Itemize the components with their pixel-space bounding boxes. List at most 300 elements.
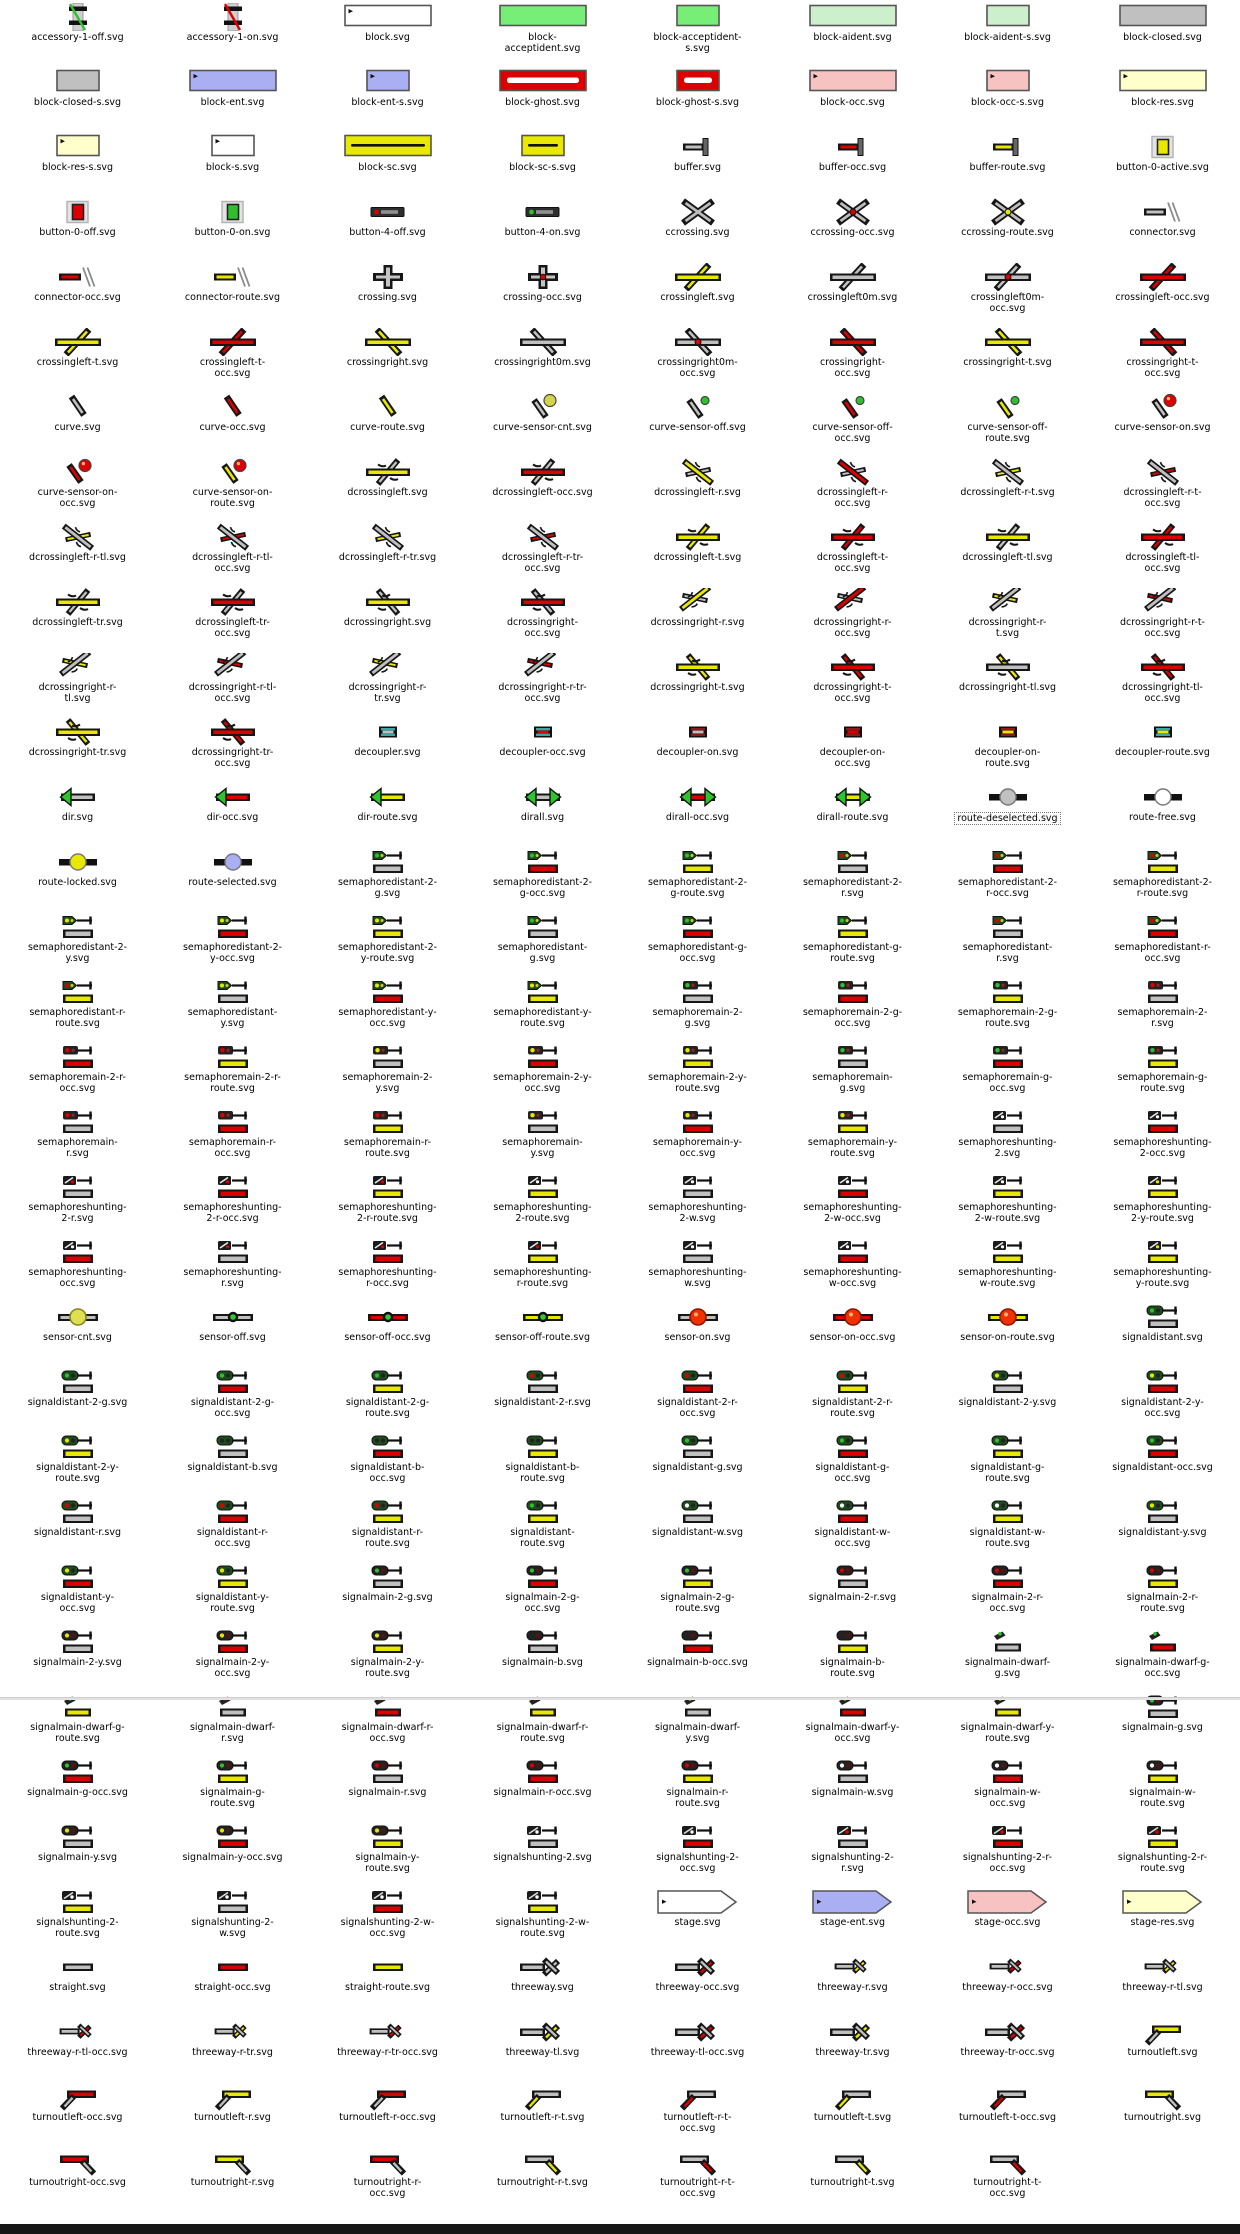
file-item[interactable] xyxy=(775,1885,930,1950)
file-item[interactable] xyxy=(155,1300,310,1365)
file-item[interactable] xyxy=(465,585,620,650)
file-item[interactable] xyxy=(310,1365,465,1430)
file-item[interactable] xyxy=(775,2015,930,2080)
file-item[interactable] xyxy=(930,1755,1085,1820)
file-item[interactable] xyxy=(1085,65,1240,130)
file-item[interactable] xyxy=(465,2015,620,2080)
file-item[interactable] xyxy=(620,1495,775,1560)
file-item[interactable] xyxy=(930,1365,1085,1430)
file-item[interactable] xyxy=(0,455,155,520)
file-item[interactable] xyxy=(155,65,310,130)
file-item[interactable] xyxy=(0,1235,155,1300)
file-item[interactable] xyxy=(465,1105,620,1170)
file-item[interactable] xyxy=(930,715,1085,780)
file-item[interactable] xyxy=(1085,1495,1240,1560)
file-item[interactable] xyxy=(930,0,1085,65)
file-item[interactable] xyxy=(1085,1625,1240,1690)
file-item[interactable] xyxy=(775,650,930,715)
file-item[interactable] xyxy=(465,520,620,585)
file-item[interactable] xyxy=(930,1820,1085,1885)
file-item[interactable] xyxy=(1085,2080,1240,2145)
file-item[interactable] xyxy=(0,1625,155,1690)
file-item[interactable] xyxy=(310,1885,465,1950)
file-item[interactable] xyxy=(1085,1365,1240,1430)
file-item[interactable] xyxy=(465,1885,620,1950)
accessory-1-on-icon xyxy=(203,3,263,31)
file-item[interactable] xyxy=(1085,1755,1240,1820)
file-item[interactable] xyxy=(930,520,1085,585)
file-item[interactable] xyxy=(930,650,1085,715)
file-item[interactable] xyxy=(930,1430,1085,1495)
file-item[interactable] xyxy=(0,650,155,715)
file-item[interactable] xyxy=(775,1235,930,1300)
file-label: dcrossingleft-occ.svg xyxy=(492,487,593,498)
file-item[interactable] xyxy=(930,65,1085,130)
file-item[interactable] xyxy=(620,195,775,260)
file-item[interactable] xyxy=(465,130,620,195)
file-item[interactable] xyxy=(0,2145,155,2210)
file-item[interactable] xyxy=(465,910,620,975)
file-item[interactable] xyxy=(620,1430,775,1495)
file-item[interactable] xyxy=(310,65,465,130)
file-item[interactable] xyxy=(465,1495,620,1560)
file-item[interactable] xyxy=(155,260,310,325)
file-item[interactable] xyxy=(155,325,310,390)
file-item[interactable] xyxy=(155,1950,310,2015)
file-item[interactable] xyxy=(930,1040,1085,1105)
file-item[interactable] xyxy=(155,520,310,585)
file-item[interactable] xyxy=(465,195,620,260)
file-item[interactable] xyxy=(930,1885,1085,1950)
file-item[interactable] xyxy=(465,845,620,910)
file-item[interactable] xyxy=(930,1560,1085,1625)
file-item[interactable] xyxy=(930,1300,1085,1365)
file-item[interactable] xyxy=(620,1950,775,2015)
file-item[interactable] xyxy=(465,1950,620,2015)
file-item[interactable] xyxy=(620,1885,775,1950)
file-item[interactable] xyxy=(1085,1105,1240,1170)
file-item[interactable] xyxy=(465,1235,620,1300)
file-item[interactable] xyxy=(0,520,155,585)
file-label: signaldistant-w-occ.svg xyxy=(814,1527,891,1549)
file-item[interactable] xyxy=(310,0,465,65)
file-item[interactable] xyxy=(620,2015,775,2080)
signaldistant-r-occ-icon xyxy=(203,1498,263,1526)
file-item[interactable] xyxy=(775,65,930,130)
file-item[interactable] xyxy=(1085,1170,1240,1235)
file-item[interactable] xyxy=(1085,585,1240,650)
file-item[interactable] xyxy=(0,1105,155,1170)
file-item[interactable] xyxy=(1085,650,1240,715)
file-label: dcrossingleft-r-tl.svg xyxy=(29,552,126,563)
file-item[interactable] xyxy=(0,0,155,65)
file-item[interactable] xyxy=(310,1495,465,1560)
file-item[interactable] xyxy=(155,910,310,975)
file-item[interactable] xyxy=(155,1885,310,1950)
file-item[interactable] xyxy=(930,455,1085,520)
file-item[interactable] xyxy=(155,715,310,780)
file-item[interactable] xyxy=(0,260,155,325)
file-item[interactable] xyxy=(155,1235,310,1300)
file-item[interactable] xyxy=(620,455,775,520)
file-item[interactable] xyxy=(0,715,155,780)
file-item[interactable] xyxy=(775,1950,930,2015)
file-item[interactable] xyxy=(0,585,155,650)
file-label: dcrossingleft-t.svg xyxy=(653,552,742,563)
file-item[interactable] xyxy=(0,1170,155,1235)
file-item[interactable] xyxy=(155,0,310,65)
file-label: signalmain-r-occ.svg xyxy=(493,1787,592,1798)
file-item[interactable] xyxy=(1085,1820,1240,1885)
file-item[interactable] xyxy=(310,845,465,910)
file-item[interactable] xyxy=(310,715,465,780)
file-item[interactable] xyxy=(310,650,465,715)
file-item[interactable] xyxy=(310,975,465,1040)
file-item[interactable] xyxy=(620,780,775,845)
file-item[interactable] xyxy=(465,780,620,845)
file-item[interactable] xyxy=(1085,455,1240,520)
file-item[interactable] xyxy=(310,455,465,520)
file-item[interactable] xyxy=(620,390,775,455)
semaphoredistant-r-route-icon xyxy=(48,978,108,1006)
file-item[interactable] xyxy=(0,910,155,975)
file-item[interactable] xyxy=(620,1560,775,1625)
file-item[interactable] xyxy=(465,1820,620,1885)
file-item[interactable] xyxy=(0,845,155,910)
file-item[interactable] xyxy=(310,1430,465,1495)
file-item[interactable] xyxy=(0,1495,155,1560)
file-item[interactable] xyxy=(930,780,1085,845)
file-label: semaphoredistant-2-g-route.svg xyxy=(647,877,748,899)
file-item[interactable] xyxy=(0,780,155,845)
file-item[interactable] xyxy=(620,260,775,325)
file-item[interactable] xyxy=(310,585,465,650)
file-item[interactable] xyxy=(310,2015,465,2080)
file-label: dcrossingleft-r-tl-occ.svg xyxy=(192,552,273,574)
file-item[interactable] xyxy=(930,130,1085,195)
file-item[interactable] xyxy=(0,325,155,390)
file-item[interactable] xyxy=(310,1820,465,1885)
file-item[interactable] xyxy=(930,585,1085,650)
file-item[interactable] xyxy=(1085,975,1240,1040)
file-item[interactable] xyxy=(775,975,930,1040)
file-item[interactable] xyxy=(620,975,775,1040)
file-item[interactable] xyxy=(620,1625,775,1690)
file-item[interactable] xyxy=(155,390,310,455)
file-item[interactable] xyxy=(930,1950,1085,2015)
file-item[interactable] xyxy=(775,390,930,455)
dcrossingleft-icon xyxy=(358,458,418,486)
file-item[interactable] xyxy=(775,455,930,520)
file-item[interactable] xyxy=(1085,1560,1240,1625)
file-item[interactable] xyxy=(620,65,775,130)
file-item[interactable] xyxy=(775,130,930,195)
file-item[interactable] xyxy=(930,910,1085,975)
file-item[interactable] xyxy=(620,1755,775,1820)
file-item[interactable] xyxy=(0,65,155,130)
file-item[interactable] xyxy=(465,650,620,715)
file-item[interactable] xyxy=(1085,260,1240,325)
file-item[interactable] xyxy=(0,1430,155,1495)
file-item[interactable] xyxy=(620,1040,775,1105)
file-item[interactable] xyxy=(930,1495,1085,1560)
file-label: crossingleft-occ.svg xyxy=(1115,292,1210,303)
file-item[interactable] xyxy=(465,1365,620,1430)
file-item[interactable] xyxy=(310,1625,465,1690)
file-item[interactable] xyxy=(1085,195,1240,260)
file-label: semaphoredistant-r-route.svg xyxy=(29,1007,126,1029)
file-item[interactable] xyxy=(775,1430,930,1495)
file-item[interactable] xyxy=(155,2015,310,2080)
file-item[interactable] xyxy=(465,1625,620,1690)
file-item[interactable] xyxy=(1085,1235,1240,1300)
route-locked-icon xyxy=(48,848,108,876)
file-item[interactable] xyxy=(155,2080,310,2145)
file-item[interactable] xyxy=(310,1950,465,2015)
file-item[interactable] xyxy=(465,975,620,1040)
file-label: signalmain-dwarf-r-route.svg xyxy=(496,1722,589,1744)
file-item[interactable] xyxy=(775,1365,930,1430)
file-item[interactable] xyxy=(0,130,155,195)
file-item[interactable] xyxy=(775,325,930,390)
file-label: decoupler-on.svg xyxy=(656,747,739,758)
file-item[interactable] xyxy=(930,845,1085,910)
file-item[interactable] xyxy=(775,845,930,910)
file-item[interactable] xyxy=(0,975,155,1040)
file-item[interactable] xyxy=(310,910,465,975)
file-item[interactable] xyxy=(0,390,155,455)
file-item[interactable] xyxy=(465,325,620,390)
file-item[interactable] xyxy=(930,2145,1085,2210)
file-item[interactable] xyxy=(620,1235,775,1300)
file-item[interactable] xyxy=(930,1625,1085,1690)
signalmain-2-g-route-icon xyxy=(668,1563,728,1591)
file-item[interactable] xyxy=(930,260,1085,325)
file-item[interactable] xyxy=(930,1105,1085,1170)
file-item[interactable] xyxy=(155,1365,310,1430)
file-item[interactable] xyxy=(310,780,465,845)
file-item[interactable] xyxy=(155,1755,310,1820)
file-item[interactable] xyxy=(1085,520,1240,585)
file-item[interactable] xyxy=(775,1625,930,1690)
file-item[interactable] xyxy=(465,455,620,520)
file-label: crossingright0m-occ.svg xyxy=(657,357,738,379)
file-item[interactable] xyxy=(465,65,620,130)
file-item[interactable] xyxy=(465,1170,620,1235)
file-item[interactable] xyxy=(155,1170,310,1235)
file-item[interactable] xyxy=(155,1560,310,1625)
file-item[interactable] xyxy=(930,1170,1085,1235)
file-item[interactable] xyxy=(620,2145,775,2210)
file-item[interactable] xyxy=(310,1040,465,1105)
file-item[interactable] xyxy=(465,1560,620,1625)
file-item[interactable] xyxy=(775,1560,930,1625)
semaphoreshunting-2-icon xyxy=(978,1108,1038,1136)
file-item[interactable] xyxy=(0,1820,155,1885)
file-item[interactable] xyxy=(1085,390,1240,455)
file-item[interactable] xyxy=(620,0,775,65)
file-item[interactable] xyxy=(0,1950,155,2015)
file-item[interactable] xyxy=(465,1300,620,1365)
file-item[interactable] xyxy=(155,1105,310,1170)
file-item[interactable] xyxy=(620,520,775,585)
signalmain-2-r-route-icon xyxy=(1133,1563,1193,1591)
file-item[interactable] xyxy=(310,390,465,455)
file-label: sensor-off.svg xyxy=(199,1332,266,1343)
file-item[interactable] xyxy=(1085,130,1240,195)
file-item[interactable] xyxy=(775,1495,930,1560)
file-item[interactable] xyxy=(155,130,310,195)
file-item[interactable] xyxy=(155,650,310,715)
file-item[interactable] xyxy=(155,975,310,1040)
turnoutleft-icon xyxy=(1133,2018,1193,2046)
file-item[interactable] xyxy=(155,1625,310,1690)
file-item[interactable] xyxy=(155,1040,310,1105)
file-item[interactable] xyxy=(620,715,775,780)
threeway-occ-icon xyxy=(668,1953,728,1981)
file-item[interactable] xyxy=(0,1885,155,1950)
file-item[interactable] xyxy=(775,520,930,585)
file-item[interactable] xyxy=(775,1040,930,1105)
file-item[interactable] xyxy=(465,0,620,65)
file-item[interactable] xyxy=(1085,1040,1240,1105)
file-item[interactable] xyxy=(775,2080,930,2145)
file-item[interactable] xyxy=(0,2080,155,2145)
file-item[interactable] xyxy=(775,1300,930,1365)
file-item[interactable] xyxy=(930,390,1085,455)
file-item[interactable] xyxy=(0,1040,155,1105)
file-item[interactable] xyxy=(310,2080,465,2145)
file-item[interactable] xyxy=(465,715,620,780)
file-label: sensor-cnt.svg xyxy=(43,1332,112,1343)
file-item[interactable] xyxy=(465,390,620,455)
file-item[interactable] xyxy=(775,260,930,325)
dcrossingleft-r-icon xyxy=(668,458,728,486)
stage-ent-icon xyxy=(808,1888,898,1916)
file-item[interactable] xyxy=(310,520,465,585)
semaphoreshunting-r-occ-icon xyxy=(358,1238,418,1266)
file-item[interactable] xyxy=(620,130,775,195)
signaldistant-icon xyxy=(1133,1303,1193,1331)
file-item[interactable] xyxy=(0,1560,155,1625)
file-item[interactable] xyxy=(155,1495,310,1560)
file-item[interactable] xyxy=(310,195,465,260)
file-label: dcrossingright.svg xyxy=(343,617,432,628)
file-item[interactable] xyxy=(0,1755,155,1820)
file-item[interactable] xyxy=(155,585,310,650)
file-item[interactable] xyxy=(620,1820,775,1885)
file-item[interactable] xyxy=(155,455,310,520)
file-item[interactable] xyxy=(775,2145,930,2210)
file-item[interactable] xyxy=(1085,780,1240,845)
file-item[interactable] xyxy=(310,1170,465,1235)
file-item[interactable] xyxy=(310,2145,465,2210)
file-item[interactable] xyxy=(310,325,465,390)
file-item[interactable] xyxy=(620,1105,775,1170)
dcrossingright-r-tl-icon xyxy=(48,653,108,681)
file-item[interactable] xyxy=(0,195,155,260)
file-item[interactable] xyxy=(310,1755,465,1820)
file-item[interactable] xyxy=(310,130,465,195)
file-item[interactable] xyxy=(155,2145,310,2210)
file-item[interactable] xyxy=(155,780,310,845)
file-item[interactable] xyxy=(1085,0,1240,65)
file-label: semaphoreshunting-2-w.svg xyxy=(648,1202,747,1224)
file-item[interactable] xyxy=(930,975,1085,1040)
file-item[interactable] xyxy=(620,1170,775,1235)
file-label: block-ent.svg xyxy=(200,97,265,108)
file-item[interactable] xyxy=(775,1820,930,1885)
file-item[interactable] xyxy=(930,1235,1085,1300)
file-item[interactable] xyxy=(1085,845,1240,910)
file-item[interactable] xyxy=(620,1300,775,1365)
file-item[interactable] xyxy=(775,1170,930,1235)
file-item[interactable] xyxy=(930,325,1085,390)
file-item[interactable] xyxy=(0,1365,155,1430)
file-label: dcrossingright-t-occ.svg xyxy=(813,682,892,704)
file-item[interactable] xyxy=(465,2080,620,2145)
file-item[interactable] xyxy=(620,2080,775,2145)
threeway-r-tl-icon xyxy=(1133,1953,1193,1981)
file-item[interactable] xyxy=(155,195,310,260)
file-label: crossingright-t.svg xyxy=(963,357,1052,368)
file-item[interactable] xyxy=(465,260,620,325)
file-item[interactable] xyxy=(1085,910,1240,975)
file-item[interactable] xyxy=(465,2145,620,2210)
file-item[interactable] xyxy=(930,2015,1085,2080)
file-item[interactable] xyxy=(1085,715,1240,780)
file-item[interactable] xyxy=(775,0,930,65)
file-item[interactable] xyxy=(1085,325,1240,390)
file-item[interactable] xyxy=(465,1755,620,1820)
file-item[interactable] xyxy=(775,1105,930,1170)
file-item[interactable] xyxy=(155,1820,310,1885)
dcrossingleft-tr-icon xyxy=(48,588,108,616)
file-item[interactable] xyxy=(620,1365,775,1430)
file-item[interactable] xyxy=(310,260,465,325)
file-item[interactable] xyxy=(930,2080,1085,2145)
file-item[interactable] xyxy=(155,1430,310,1495)
file-item[interactable] xyxy=(930,195,1085,260)
file-item[interactable] xyxy=(465,1040,620,1105)
file-item[interactable] xyxy=(775,585,930,650)
file-item[interactable] xyxy=(775,1755,930,1820)
file-item[interactable] xyxy=(1085,1300,1240,1365)
file-item[interactable] xyxy=(155,845,310,910)
file-item[interactable] xyxy=(1085,2015,1240,2080)
file-item[interactable] xyxy=(0,1300,155,1365)
file-item[interactable] xyxy=(775,910,930,975)
file-item[interactable] xyxy=(1085,1430,1240,1495)
file-item[interactable] xyxy=(620,910,775,975)
file-item[interactable] xyxy=(620,650,775,715)
file-item[interactable] xyxy=(310,1300,465,1365)
crossingright-t-icon xyxy=(978,328,1038,356)
file-item[interactable] xyxy=(310,1105,465,1170)
file-item[interactable] xyxy=(620,585,775,650)
file-item[interactable] xyxy=(310,1235,465,1300)
file-item[interactable] xyxy=(1085,1950,1240,2015)
file-item[interactable] xyxy=(620,325,775,390)
file-item[interactable] xyxy=(775,715,930,780)
file-item[interactable] xyxy=(775,195,930,260)
file-item[interactable] xyxy=(775,780,930,845)
file-item[interactable] xyxy=(1085,1885,1240,1950)
file-item[interactable] xyxy=(620,845,775,910)
file-item[interactable] xyxy=(465,1430,620,1495)
file-item[interactable] xyxy=(310,1560,465,1625)
file-item[interactable] xyxy=(0,2015,155,2080)
